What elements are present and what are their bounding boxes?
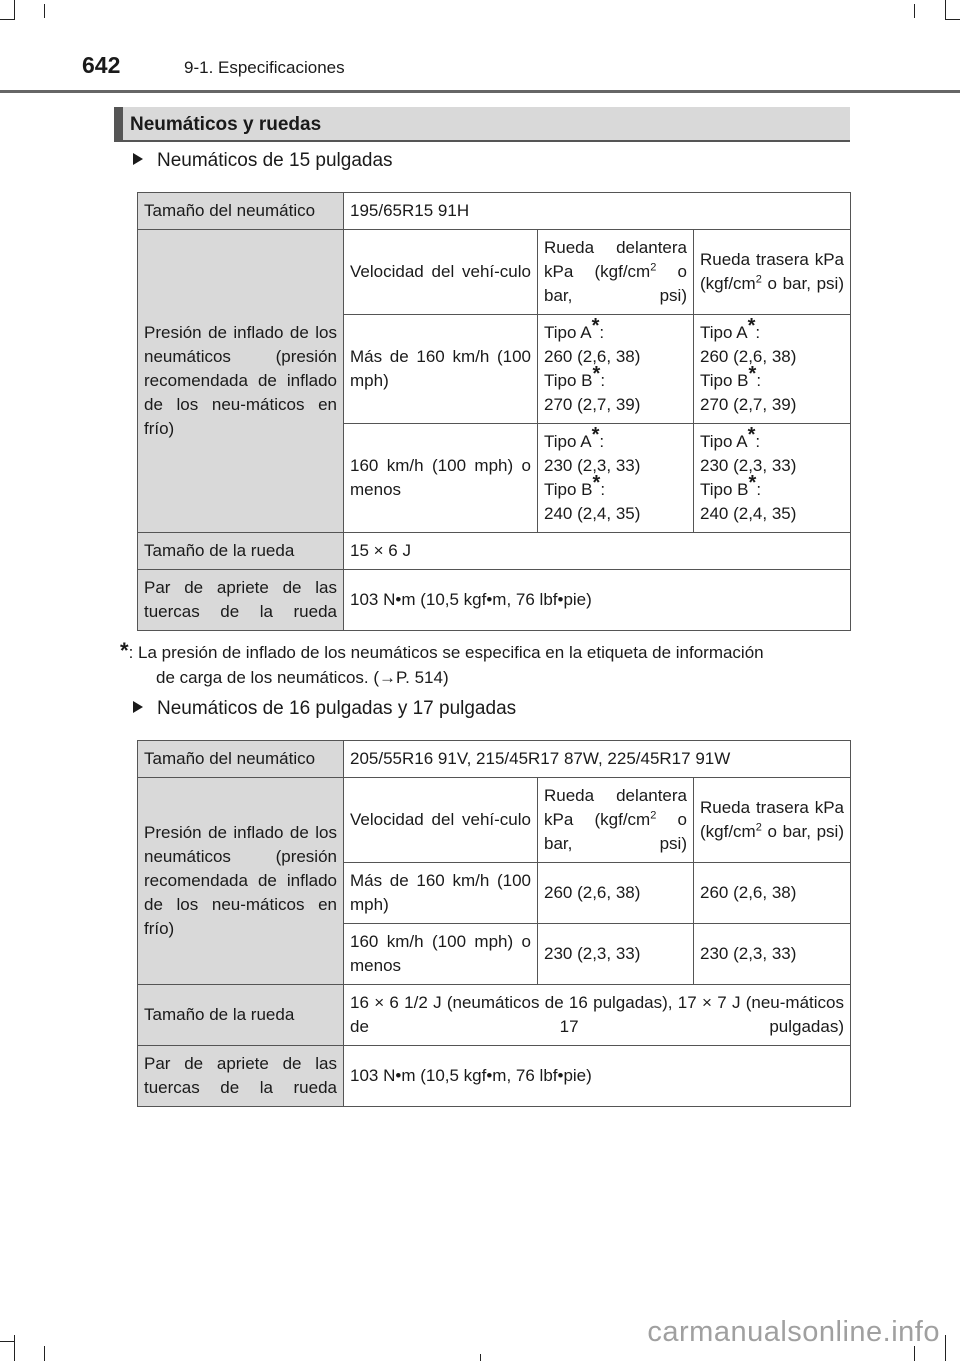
crop-mark [946,19,960,20]
rear-header-a: Rueda trasera kPa (kgf/cm [700,250,844,293]
subheading-15 [133,150,393,172]
wheel-size-label: Tamaño de la rueda [138,533,344,570]
chapter-title: 9-1. Especificaciones [184,58,345,77]
front-pressure: 260 (2,6, 38) [538,863,694,924]
tire-size-label: Tamaño del neumático [138,193,344,230]
torque-label [138,570,344,631]
front-header-b: o bar, psi) [544,262,687,305]
pressure-label [138,230,344,533]
rear-header-text [700,248,844,296]
asterisk-icon: * [747,424,756,446]
table-row [138,230,851,315]
rear-pressure: 230 (2,3, 33) [694,924,851,985]
tire-size-label: Tamaño del neumático [138,741,344,778]
type-b-label: Tipo B [700,371,749,390]
wheel-size-value: 15 × 6 J [344,533,851,570]
crop-mark [14,0,15,20]
speed-value-text: Más de 160 km/h (100 mph) [350,347,531,390]
rear-pressure: 260 (2,6, 38) [694,863,851,924]
asterisk-icon: * [748,472,757,494]
table-row [138,533,851,570]
asterisk-icon: * [591,424,600,446]
rear-header-b: o bar, psi) [761,274,844,293]
torque-label-text: Par de apriete de las tuercas de la rueda [144,578,337,621]
speed-header-text: Velocidad del vehí-culo [350,810,531,829]
front-header-sup: 2 [650,261,657,274]
type-b-label: Tipo B [544,480,593,499]
type-a-label: Tipo A [544,432,592,451]
table-row [138,570,851,631]
tire-table-16-17 [137,740,851,1107]
front-pressure: 230 (2,3, 33) [538,924,694,985]
crop-mark [0,19,14,20]
rear-header-a: Rueda trasera kPa (kgf/cm [700,798,844,841]
crop-mark [945,1335,946,1361]
rear-a-value: 230 (2,3, 33) [700,456,797,475]
type-a-label: Tipo A [700,323,748,342]
table-row [138,741,851,778]
front-header [538,230,694,315]
wheel-size-label: Tamaño de la rueda [138,985,344,1046]
front-header-a: Rueda delantera kPa (kgf/cm [544,786,687,829]
rear-header [694,778,851,863]
front-header-sup: 2 [650,809,657,822]
wheel-size-value-text: 16 × 6 1/2 J (neumáticos de 16 pulgadas), 17 × 7 J (neu-máticos de 17 pulgadas) [350,993,844,1036]
pressure-label-text: Presión de inflado de los neumáticos (presión recomendada de inflado de los neu-máticos en frío) [144,823,337,938]
table-row [138,193,851,230]
footnote [120,638,850,690]
tire-size-value: 195/65R15 91H [344,193,851,230]
subheading-15-text: Neumáticos de 15 pulgadas [157,150,393,171]
front-a-value: 230 (2,3, 33) [544,456,641,475]
speed-value [344,863,538,924]
asterisk-icon: * [748,363,757,385]
crop-mark [914,4,915,18]
rear-header-sup: 2 [755,273,762,286]
section-title: Neumáticos y ruedas [130,114,322,135]
asterisk-icon: * [747,315,756,337]
header-divider [0,90,960,93]
crop-mark [44,1346,45,1361]
speed-value-text: 160 km/h (100 mph) o menos [350,456,531,499]
section-header [114,107,850,142]
asterisk-icon: * [591,315,600,337]
speed-header [344,230,538,315]
speed-value-text: Más de 160 km/h (100 mph) [350,871,531,914]
crop-mark [0,1341,14,1342]
rear-header-sup: 2 [755,821,762,834]
watermark: carmanualsonline.info [647,1316,940,1348]
rear-pressure: Tipo A*: 230 (2,3, 33) Tipo B*: 240 (2,4, 35) [694,424,851,533]
speed-value [344,315,538,424]
type-a-label: Tipo A [544,323,592,342]
front-b-value: 270 (2,7, 39) [544,395,641,414]
crop-mark [44,4,45,18]
type-a-label: Tipo A [700,432,748,451]
crop-mark [14,1335,15,1361]
torque-value: 103 N•m (10,5 kgf•m, 76 lbf•pie) [344,570,851,631]
page-number: 642 [82,52,121,78]
speed-header [344,778,538,863]
subheading-16-17 [133,698,516,720]
wheel-size-value [344,985,851,1046]
crop-mark [945,0,946,20]
front-header-text [544,236,687,308]
section-marker [114,107,123,140]
rear-header-b: o bar, psi) [761,822,844,841]
speed-value-text: 160 km/h (100 mph) o menos [350,932,531,975]
subheading-16-17-text: Neumáticos de 16 pulgadas y 17 pulgadas [157,698,517,719]
rear-a-value: 260 (2,6, 38) [700,347,797,366]
table-row [138,1046,851,1107]
crop-mark [480,1354,481,1361]
triangle-bullet-icon [133,701,143,713]
table-row [138,985,851,1046]
torque-label [138,1046,344,1107]
triangle-bullet-icon [133,153,143,165]
asterisk-icon: * [592,472,601,494]
front-pressure: Tipo A*: 230 (2,3, 33) Tipo B*: 240 (2,4, 35) [538,424,694,533]
rear-b-value: 240 (2,4, 35) [700,504,797,523]
torque-label-text: Par de apriete de las tuercas de la rueda [144,1054,337,1097]
rear-header-text [700,796,844,844]
front-header-a: Rueda delantera kPa (kgf/cm [544,238,687,281]
type-b-label: Tipo B [544,371,593,390]
front-b-value: 240 (2,4, 35) [544,504,641,523]
pressure-label-text: Presión de inflado de los neumáticos (presión recomendada de inflado de los neu-máticos en frío) [144,323,337,438]
speed-header-text: Velocidad del vehí-culo [350,262,531,281]
table-row [138,778,851,863]
torque-value: 103 N•m (10,5 kgf•m, 76 lbf•pie) [344,1046,851,1107]
front-header-text [544,784,687,856]
speed-value [344,924,538,985]
rear-header [694,230,851,315]
front-pressure: Tipo A*: 260 (2,6, 38) Tipo B*: 270 (2,7, 39) [538,315,694,424]
front-header-b: o bar, psi) [544,810,687,853]
front-header [538,778,694,863]
speed-value [344,424,538,533]
rear-pressure: Tipo A*: 260 (2,6, 38) Tipo B*: 270 (2,7, 39) [694,315,851,424]
pressure-label [138,778,344,985]
tire-size-value: 205/55R16 91V, 215/45R17 87W, 225/45R17 91W [344,741,851,778]
asterisk-icon: * [592,363,601,385]
type-b-label: Tipo B [700,480,749,499]
footnote-asterisk: * [120,638,129,663]
front-a-value: 260 (2,6, 38) [544,347,641,366]
tire-table-15 [137,192,851,631]
footnote-line1: : La presión de inflado de los neumáticos se especifica en la etiqueta de información [128,643,764,662]
footnote-line2: de carga de los neumáticos. (→P. 514) [156,668,449,687]
rear-b-value: 270 (2,7, 39) [700,395,797,414]
